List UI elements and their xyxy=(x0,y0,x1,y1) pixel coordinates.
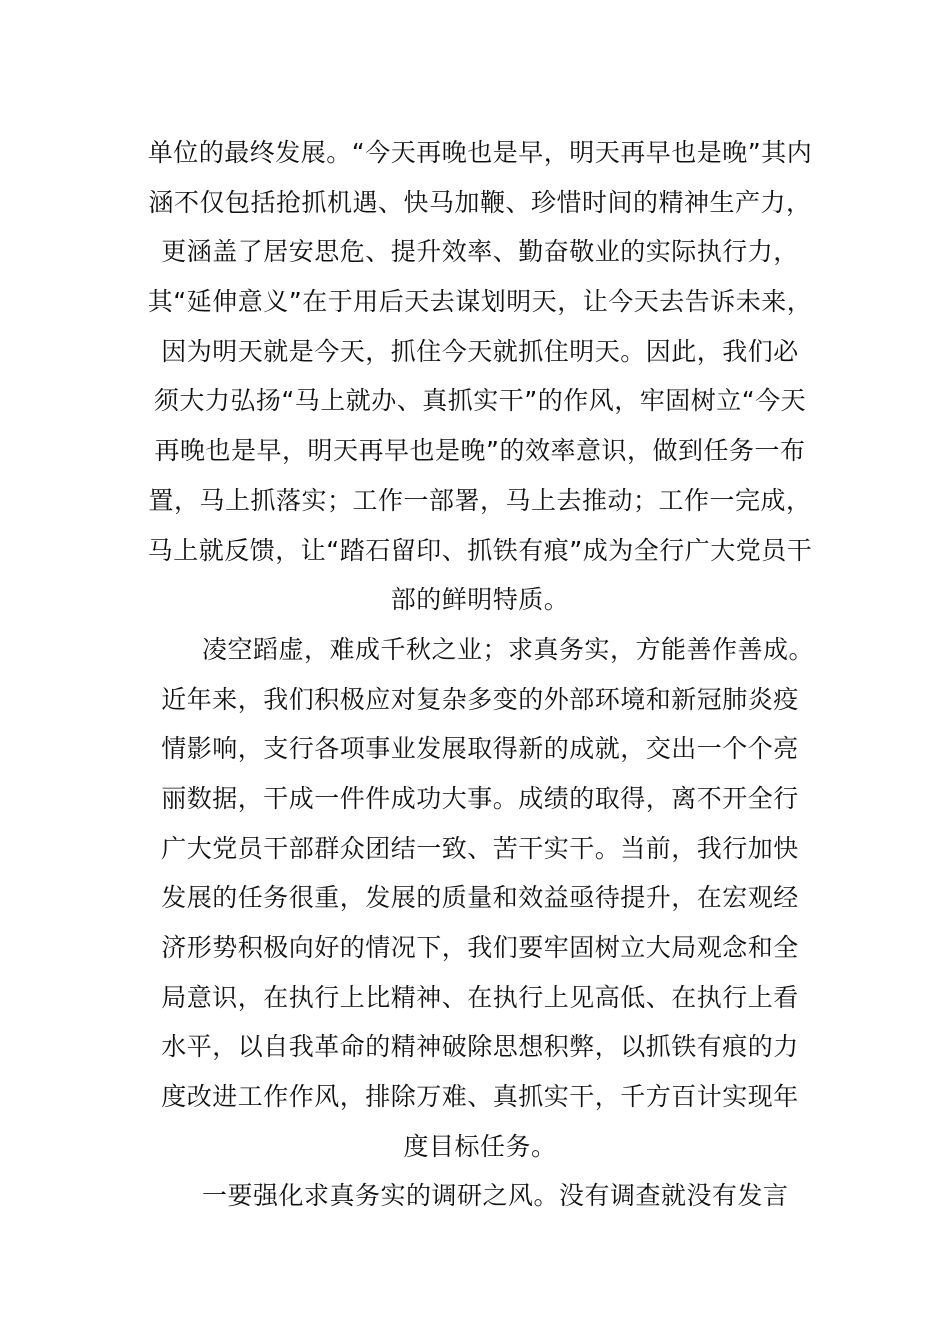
text-line: 涵不仅包括抢抓机遇、快马加鞭、珍惜时间的精神生产力， xyxy=(148,187,812,217)
text-line: 广大党员干部群众团结一致、苦干实干。当前，我行加快 xyxy=(161,833,799,863)
text-line: 因为明天就是今天，抓住今天就抓住明天。因此，我们必 xyxy=(161,336,799,366)
text-line: 单位的最终发展。“今天再晚也是早，明天再早也是晚”其内 xyxy=(147,138,813,167)
text-line: 局意识，在执行上比精神、在执行上见高低、在执行上看 xyxy=(161,982,799,1012)
text-line: 须大力弘扬“马上就办、真抓实干”的作风，牢固树立“今天 xyxy=(153,386,807,416)
text-line: 济形势积极向好的情况下，我们要牢固树立大局观念和全 xyxy=(161,933,799,962)
text-line: 发展的任务很重，发展的质量和效益亟待提升，在宏观经 xyxy=(161,883,799,913)
text-line: 其“延伸意义”在于用后天去谋划明天，让今天去告诉未来， xyxy=(147,287,813,317)
text-line: 度改进工作作风，排除万难、真抓实干，千方百计实现年 xyxy=(161,1082,799,1112)
paragraph-start-line: 一要强化求真务实的调研之风。没有调查就没有发言 xyxy=(202,1181,789,1211)
text-line: 马上就反馈，让“踏石留印、抓铁有痕”成为全行广大党员干 xyxy=(147,535,813,565)
text-line: 部的鲜明特质。 xyxy=(390,585,570,615)
text-line: 水平，以自我革命的精神破除思想积弊，以抓铁有痕的力 xyxy=(161,1032,799,1062)
text-line: 度目标任务。 xyxy=(403,1131,557,1161)
text-line: 情影响，支行各项事业发展取得新的成就，交出一个个亮 xyxy=(161,734,799,764)
text-line: 更涵盖了居安思危、提升效率、勤奋敬业的实际执行力， xyxy=(161,237,799,267)
paragraph-start-line: 凌空蹈虚，难成千秋之业；求真务实，方能善作善成。 xyxy=(202,634,815,664)
body-text xyxy=(140,128,820,1221)
text-line: 置，马上抓落实；工作一部署，马上去推动；工作一完成， xyxy=(148,485,812,515)
text-line: 再晚也是早，明天再早也是晚”的效率意识，做到任务一布 xyxy=(154,436,806,466)
text-line: 丽数据，干成一件件成功大事。成绩的取得，离不开全行 xyxy=(161,783,799,813)
text-line: 近年来，我们积极应对复杂多变的外部环境和新冠肺炎疫 xyxy=(161,684,799,714)
